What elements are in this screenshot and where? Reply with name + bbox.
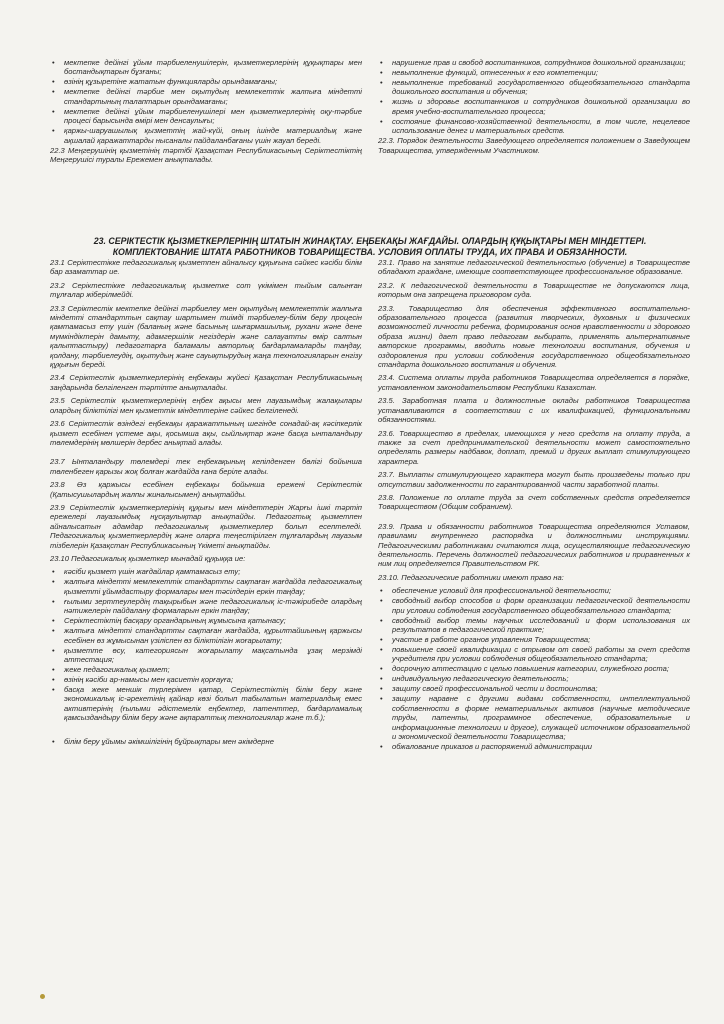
paragraph-23-10-kz: 23.10 Педагогикалық қызметкер мынадай құқыққа ие: [50, 553, 246, 563]
list-item: • мектепке дейінгі ұйым тәрбиеленушілері мен қызметкерлерінің оқу-тәрбие процесі барысында өмірі мен денсаулығы; [50, 107, 362, 126]
responsibility-list-kz [50, 58, 362, 145]
list-item: • Серіктестіктің басқару органдарының жұмысына қатынасу; [50, 616, 362, 625]
responsibility-list-ru [378, 58, 690, 136]
paragraph-23-4-kz: 23.4 Серіктестік қызметкерлерінің еңбекақы жүйесі Қазақстан Республикасының заңдарында белгіленген тәртіпте анықталады. [50, 373, 362, 392]
list-item: • жизнь и здоровье воспитанников и сотрудников дошкольной организации во время учебно-воспитательного процесса; [378, 97, 690, 116]
paragraph-23-4-ru: 23.4. Система оплаты труда работников Товарищества определяется в порядке, установленном законодательством Республики Казахстан. [378, 373, 690, 392]
paragraph-23-8-kz: 23.8 Өз қаржысы есебінен еңбекақы бойынша ережені Серіктестік (Қатысушылардың жалпы жиналысымен) анықтайды. [50, 480, 362, 499]
paragraph-23-6-kz: 23.6 Серіктестік өзіндегі еңбекақы қаражаттының шегінде сонадай-ақ кәсіпкерлік қызмет есебінен үстеме ақы, қосымша ақы, сыйлықтар және басқа ынталандыру төлемдерінің мөлшерін дербес анықтай алады. [50, 419, 362, 447]
margin-mark [40, 994, 45, 999]
list-item: • басқа жеке меншік түрлерімен қатар, Серіктестіктің білім беру және экономикалық іс-әрекетінің қайнар көзі болып табылатын материалдық емес активтерінің (ғылыми әдістемелік еңбектер, патенттер, бағдарламалық қамсыздандыру білім беру және ақпараттық технологиялар және т.б.); [50, 685, 362, 723]
paragraph-23-3-kz: 23.3 Серіктестік мектепке дейінгі тәрбиелеу мен оқытудың мемлекеттік жалпыға міндетті стандарттын сақтау шартымен тиімді тәрбиелеу-білім беру процесін қамтамасыз ету үшін (баланың және басының шығармашылық, рухани және дене мүмкіндіктерін дамыту, адамгершілік негіздерін және салауатты өмір салтын қалыптастыру) педагогтарға баламалы авторлық бағдарламаларды таңдау, қолдану, тәрбиелеудің, оқытудың және сауықтырудың жаңа технологияларын енгізу құқығын береді. [50, 303, 362, 370]
paragraph-23-7-kz: 23.7 Ынталандыру төлемдері тек еңбекақының кепілденген бөлігі бойынша төленбеген қарызы жоқ болған жағдайда ғана берілe алады. [50, 457, 362, 476]
list-item: • нарушение прав и свобод воспитанников, сотрудников дошкольной организации; [378, 58, 690, 67]
paragraph-22-3-kz: 22.3 Меңгерушінің қызметінің тәртібі Қазақстан Республикасының Серіктестіктің Меңгерушісі туралы Ережемен анықталады. [50, 145, 362, 165]
section-heading-ru: КОМПЛЕКТОВАНИЕ ШТАТА РАБОТНИКОВ ТОВАРИЩЕСТВА. УСЛОВИЯ ОПЛАТЫ ТРУДА, ИХ ПРАВА И ОБЯЗАННОСТИ. [112, 246, 628, 257]
list-item: • индивидуальную педагогическую деятельность; [378, 674, 690, 683]
paragraph-23-7-ru: 23.7. Выплаты стимулирующего характера могут быть произведены только при отсутствии задолженности по гарантированной части заработной платы. [378, 470, 690, 489]
paragraph-23-2-ru: 23.2. К педагогической деятельности в Товариществе не допускаются лица, которым она запрещена приговором суда. [378, 280, 690, 300]
section-heading [40, 236, 700, 257]
list-item: • защиту наравне с другими видами собственности, интеллектуальной собственности в форме нематериальных активов (научные методические труды, патенты, программное обеспечение, образовательные и информационные технологии и другое), служащей источником образовательной и экономической деятельности Товарищества; [378, 694, 690, 741]
list-item: • защиту своей профессиональной чести и достоинства; [378, 684, 690, 693]
list-item: • участие в работе органов управления Товарищества; [378, 635, 690, 644]
list-item: • свободный выбор темы научных исследований и форм использования их результатов в педагогической практике; [378, 616, 690, 635]
rights-list-ru [378, 586, 690, 751]
main-right-column [378, 258, 690, 752]
list-item: • обжалование приказов и распоряжений администрации [378, 742, 690, 751]
paragraph-23-9-kz: 23.9 Серіктестік қызметкерлерінің құқығы мен міндеттерін Жарғы ішкі тәртіп ережелері лауазымдық нұсқаулықтар анықтайды. Педагогтық қызметпен айналысатын адамдар педагогикалық қызметкерлер болып есептеледі. Педагогикалық қызметкерлердің және оларға теңестірілген тұлғалардың лауазым тізбелерін Қазақстан Республикасының Үкіметі анықтайды. [50, 502, 362, 550]
list-item: • қызметте өсу, категориясын жоғарылату мақсатында ұзақ мерзімді аттестация; [50, 646, 362, 665]
paragraph-23-5-kz: 23.5 Серіктестік қызметкерлерінің еңбек ақысы мен лауазымдық жалақылары олардың біліктілігі мен қызметтік міндеттеріне сәйкес белгіленеді. [50, 396, 362, 415]
list-item: • мектепке дейінгі ұйым тәрбиеленушілерін, қызметкерлерінің құқықтары мен бостандықтарын бұзғаны; [50, 58, 362, 77]
paragraph-23-8-ru: 23.8. Положение по оплате труда за счет собственных средств определяется Товариществом (Общим собранием). [378, 492, 690, 512]
paragraph-23-1-kz: 23.1 Серіктестікке педагогикалық қызметпен айналысу құқығына сәйкес кәсіби білім бар азаматтар ие. [50, 258, 362, 277]
rights-list-kz [50, 567, 362, 746]
list-item: • повышение своей квалификации с отрывом от своей работы за счет средств учредителя при условии соблюдения общеобязательного стандарта; [378, 645, 690, 664]
list-item: • состояние финансово-хозяйственной деятельности, в том числе, нецелевое использование денег и материальных средств. [378, 117, 690, 136]
list-item: • невыполнение требований государственного общеобязательного стандарта дошкольного воспитания и обучения; [378, 78, 690, 97]
paragraph-23-9-ru: 23.9. Права и обязанности работников Товарищества определяются Уставом, правилами внутреннего распорядка и должностными инструкциями. Педагогическими работниками считаются лица, осуществляющие педагогическую деятельность. Перечень должностей педагогических работников и приравненных к ним лиц определяется Правительством РК. [378, 521, 690, 569]
paragraph-23-10-ru: 23.10. Педагогические работники имеют право на: [378, 572, 564, 582]
list-item: • мектепке дейінгі тәрбие мен оқытудың мемлекеттік жалпыға міндетті стандартының талаптарын орындамағаны; [50, 87, 362, 106]
paragraph-23-2-kz: 23.2 Серіктестікке педагогикалық қызметке сот үкімімен тыйым салынған тұлғалар жіберілмейді. [50, 280, 362, 300]
list-item: • жалпыға міндетті мемлекеттік стандартты сақтаған жағдайда педагогикалық қызметті ұйымдастыру формалары мен тәсілдерін еркін таңдау; [50, 577, 362, 596]
list-item: • қаржы-шаруашылық қызметтің жай-күйі, оның ішінде материалдық және ақшалай қаражаттарды нысаналы пайдаланбағаны үшін жауап береді. [50, 126, 362, 145]
list-item: • жеке педагогикалық қызмет; [50, 665, 362, 674]
list-item: • өзінің құзыретіне жататын функцияларды орындамағаны; [50, 77, 362, 86]
paragraph-22-3-ru: 22.3. Порядок деятельности Заведующего определяется положением о Заведующем Товарищества, утвержденным Участником. [378, 136, 690, 155]
list-item: • ғылыми зерттеулердің тақырыбын және педагогикалық іс-тәжірибеде олардың нәтижелерін пайдалану формаларын еркін таңдау; [50, 597, 362, 616]
list-item: • свободный выбор способов и форм организации педагогической деятельности при условии соблюдения государственного общеобязательного стандарта; [378, 596, 690, 615]
list-item: • білім беру ұйымы әкімшілігінің бұйрықтары мен әкімдерне [50, 737, 362, 746]
top-right-column [378, 58, 690, 159]
list-item: • жалпыға міндетті стандартты сақтаған жағдайда, құрылтайшының қаржысы есебінен өз жұмысынан үзіліспен өз біліктілігін жоғарылату; [50, 626, 362, 645]
section-heading-kz: 23. СЕРІКТЕСТІК ҚЫЗМЕТКЕРЛЕРІНІҢ ШТАТЫН ЖИНАҚТАУ. ЕҢБЕКАҚЫ ЖАҒДАЙЫ. ОЛАРДЫҢ ҚҰҚЫҚТАРЫ МЕН МІНДЕТТЕРІ. [93, 236, 647, 246]
paragraph-23-6-ru: 23.6. Товарищество в пределах, имеющихся у него средств на оплату труда, а также за счет предпринимательской деятельности может самостоятельно определять размеры надбавок, доплат, премий и других выплат стимулирующего характера. [378, 428, 690, 466]
list-item: • өзінің кәсіби ар-намысы мен қасиетін қорғауға; [50, 675, 362, 684]
list-item: • досрочную аттестацию с целью повышения категории, служебного роста; [378, 664, 690, 673]
list-item: • обеспечение условий для профессиональной деятельности; [378, 586, 690, 595]
paragraph-23-3-ru: 23.3. Товарищество для обеспечения эффективного воспитательно-образовательного процесса (развития творческих, духовных и физических возможностей личности ребенка, формирования основ нравственности и здорового образа жизни) дает право педагогам выбирать, применять альтернативные авторские программы, вводить новые технологии воспитания, обучения и оздоровления при условии соблюдения государственного общеобязательного стандарта дошкольного воспитания и обучения. [378, 303, 690, 370]
list-item: • невыполнение функций, отнесенных к его компетенции; [378, 68, 690, 77]
paragraph-23-1-ru: 23.1. Право на занятие педагогической деятельностью (обучение) в Товариществе обладают граждане, имеющие соответствующее профессиональное образование. [378, 258, 690, 277]
top-left-column [50, 58, 362, 168]
list-item: • кәсіби қызмет үшін жағдайлар қамтамасыз ету; [50, 567, 362, 576]
paragraph-23-5-ru: 23.5. Заработная плата и должностные оклады работников Товарищества устанавливаются в соответствии с их квалификацией, функциональными обязанностями. [378, 396, 690, 425]
main-left-column [50, 258, 362, 747]
